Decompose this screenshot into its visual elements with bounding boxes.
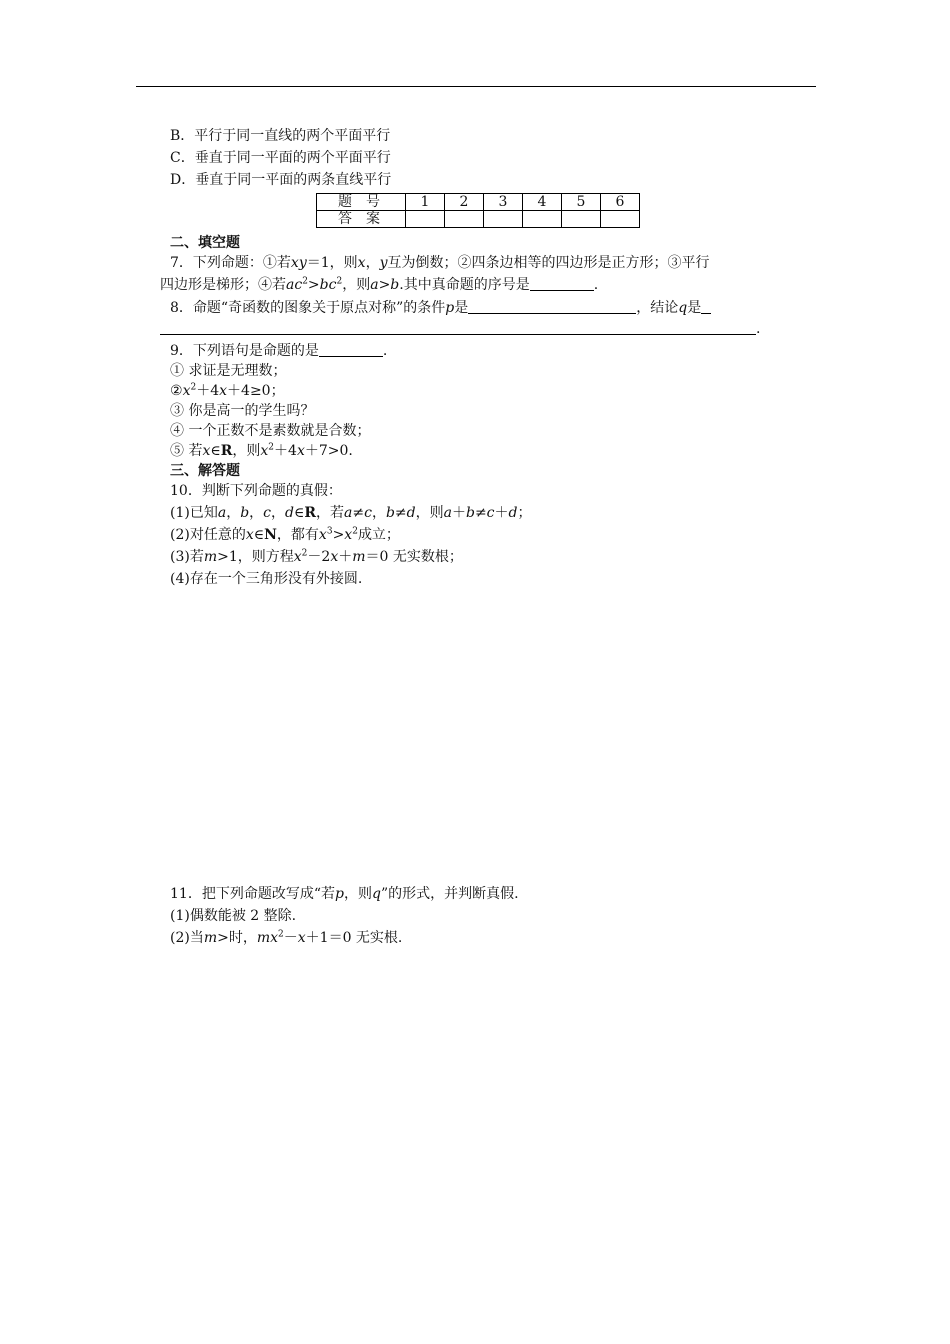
header-rule xyxy=(136,86,816,87)
question-9-answer-blank[interactable] xyxy=(319,342,383,357)
section-heading-answer: 三、解答题 xyxy=(170,463,240,479)
question-8-line2: . xyxy=(160,319,760,339)
table-cell: 2 xyxy=(445,194,484,211)
option-b: B．平行于同一直线的两个平面平行 xyxy=(170,128,391,144)
table-cell: 5 xyxy=(562,194,601,211)
answer-cell[interactable] xyxy=(601,211,640,228)
question-10-stem: 10．判断下列命题的真假： xyxy=(170,483,342,499)
question-10-part-1: (1)已知a，b，c，d∈R，若a≠c，b≠d，则a＋b≠c＋d； xyxy=(170,505,532,521)
table-header-answer: 答案 xyxy=(317,211,406,228)
question-10-part-4: (4)存在一个三角形没有外接圆. xyxy=(170,571,363,587)
question-8-condition-blank[interactable] xyxy=(468,299,636,314)
question-9-item-3: ③ 你是高一的学生吗？ xyxy=(170,403,315,419)
table-cell: 3 xyxy=(484,194,523,211)
answer-cell[interactable] xyxy=(523,211,562,228)
answer-cell[interactable] xyxy=(406,211,445,228)
question-9-item-2: $②x^2+4x+4\ge 0$； xyxy=(170,382,285,399)
question-9-stem: 9．下列语句是命题的是 . xyxy=(170,343,388,359)
question-8-conclusion-blank[interactable] xyxy=(160,320,756,335)
table-cell: 1 xyxy=(406,194,445,211)
answer-cell[interactable] xyxy=(445,211,484,228)
answer-table xyxy=(316,193,640,228)
question-9-item-1: ① 求证是无理数； xyxy=(170,363,287,379)
table-header-question-number: 题号 xyxy=(317,194,406,211)
table-cell: 4 xyxy=(523,194,562,211)
question-7-line2: 四边形是梯形；④若$ac^2>bc^2$，则a>b.其中真命题的序号是 . xyxy=(160,276,599,293)
question-9-item-4: ④ 一个正数不是素数就是合数； xyxy=(170,423,371,439)
table-row xyxy=(317,194,640,211)
question-9-item-5: ⑤ 若x∈R，则$x^2+4x+7>0$. xyxy=(170,442,353,459)
question-10-part-3: (3)若m>1，则方程$x^2-2x+m=0$ 无实数根； xyxy=(170,548,463,565)
option-d: D．垂直于同一平面的两条直线平行 xyxy=(170,172,392,188)
question-11-part-1: (1)偶数能被 2 整除. xyxy=(170,908,297,924)
question-8-line1: 8．命题“奇函数的图象关于原点对称”的条件p是 ，结论q是 xyxy=(170,298,711,318)
question-7-answer-blank[interactable] xyxy=(530,276,594,291)
answer-cell[interactable] xyxy=(562,211,601,228)
option-c: C．垂直于同一平面的两个平面平行 xyxy=(170,150,391,166)
table-cell: 6 xyxy=(601,194,640,211)
answer-cell[interactable] xyxy=(484,211,523,228)
question-10-part-2: (2)对任意的x∈N，都有$x^3>x^2$成立； xyxy=(170,526,400,543)
question-7-line1: 7．下列命题：①若xy＝1，则x，y互为倒数；②四条边相等的四边形是正方形；③平行 xyxy=(170,255,710,271)
section-heading-fill-in: 二、填空题 xyxy=(170,235,240,251)
question-11-part-2: (2)当m>时，$mx^2-x+1=0$ 无实根. xyxy=(170,929,403,946)
question-11-stem: 11．把下列命题改写成“若p，则q”的形式，并判断真假. xyxy=(170,886,519,902)
table-row xyxy=(317,211,640,228)
